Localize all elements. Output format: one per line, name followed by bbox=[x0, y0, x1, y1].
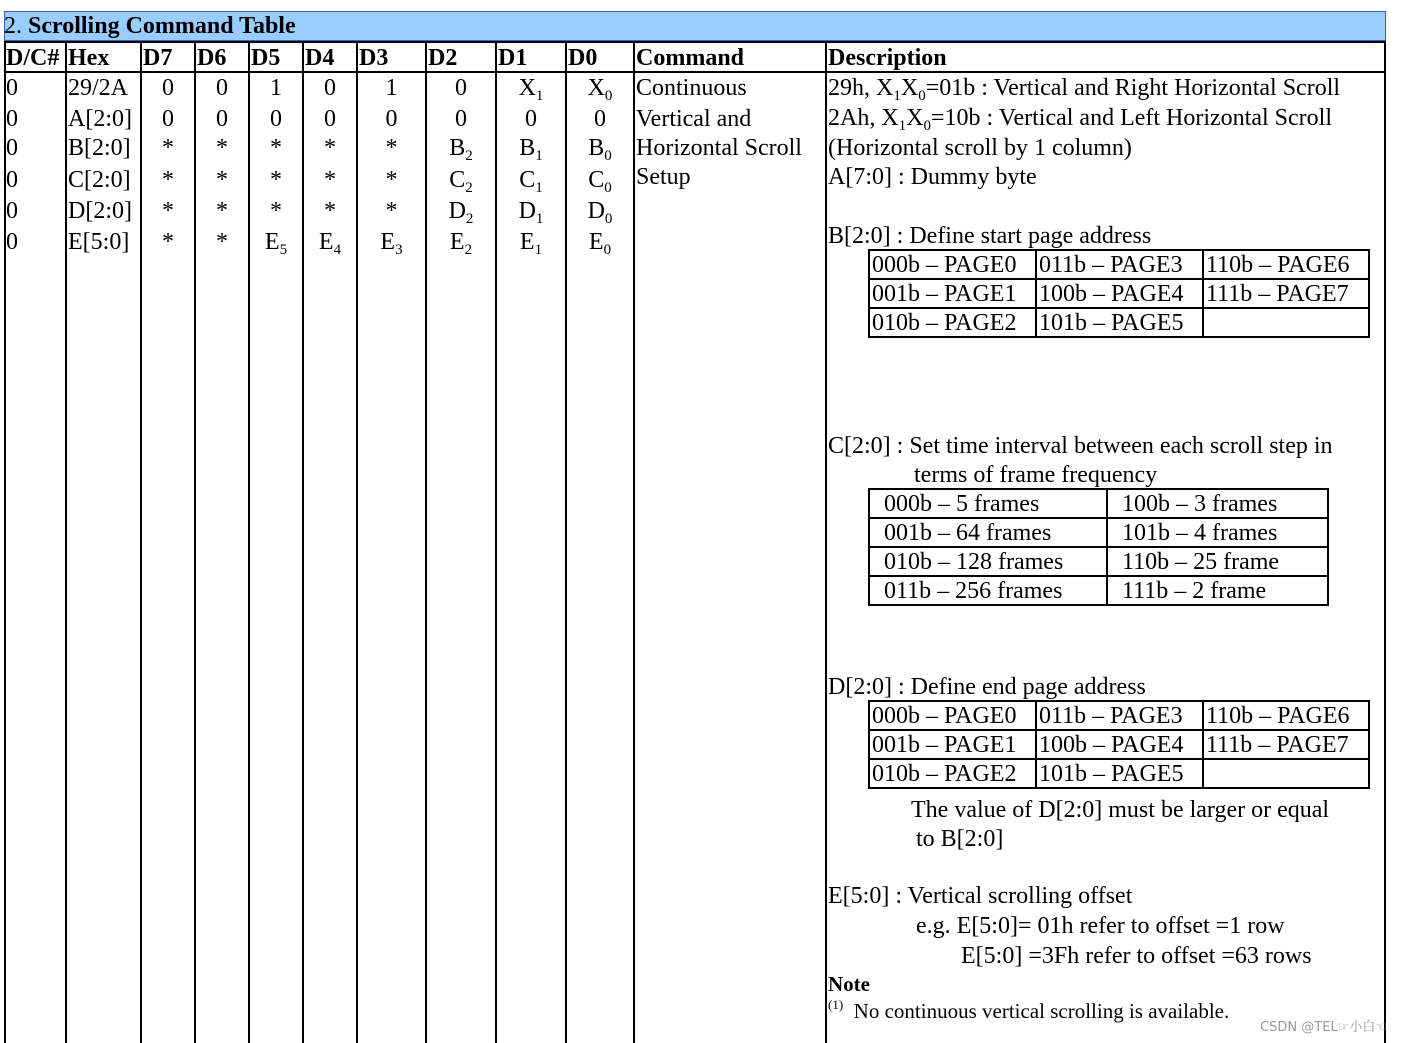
cell-d0: $B_0$ bbox=[588, 135, 612, 164]
table-cell: 110b – PAGE6 bbox=[1203, 701, 1369, 730]
header-d5: D5 bbox=[251, 45, 281, 71]
cell-d1: 0 bbox=[525, 106, 537, 132]
header-d1: D1 bbox=[498, 45, 528, 71]
cell-d7: 0 bbox=[162, 75, 174, 101]
table-row bbox=[869, 489, 1328, 518]
table-row bbox=[869, 308, 1369, 337]
table-row bbox=[869, 576, 1328, 605]
table-cell: 101b – PAGE5 bbox=[1036, 308, 1203, 337]
cell-d7: * bbox=[162, 167, 174, 193]
cell-d1: $D_1$ bbox=[518, 198, 544, 227]
cell-d7: 0 bbox=[162, 106, 174, 132]
command-line: Continuous bbox=[636, 75, 747, 101]
table-row bbox=[869, 518, 1328, 547]
cell-d6: * bbox=[216, 167, 228, 193]
desc-c-heading-continued: terms of frame frequency bbox=[914, 462, 1158, 488]
cell-d7: * bbox=[162, 135, 174, 161]
cell-d2: $B_2$ bbox=[449, 135, 473, 164]
cell-dc: 0 bbox=[6, 75, 18, 101]
watermark: CSDN @TEL☞小白☜ bbox=[1260, 1020, 1387, 1035]
table-cell: 011b – 256 frames bbox=[869, 576, 1107, 605]
start-page-table bbox=[868, 249, 1370, 338]
cell-hex: E[5:0] bbox=[68, 229, 130, 255]
cell-d5: * bbox=[270, 167, 282, 193]
divider-right bbox=[1384, 41, 1386, 1043]
table-cell: 101b – PAGE5 bbox=[1036, 759, 1203, 788]
cell-d0: $X_0$ bbox=[587, 75, 613, 104]
cell-d2: $E_2$ bbox=[449, 229, 473, 258]
desc-b-heading: B[2:0] : Define start page address bbox=[828, 223, 1152, 249]
cell-d3: $E_3$ bbox=[380, 229, 403, 258]
header-description: Description bbox=[828, 45, 947, 71]
table-cell: 011b – PAGE3 bbox=[1036, 250, 1203, 279]
table-cell: 001b – PAGE1 bbox=[869, 279, 1036, 308]
desc-left-scroll: 2Ah, $X_1X_0=10b$ : Vertical and Left Horizontal Scroll bbox=[828, 105, 1332, 134]
header-d2: D2 bbox=[428, 45, 458, 71]
cell-hex: D[2:0] bbox=[68, 198, 132, 224]
table-cell: 110b – 25 frame bbox=[1107, 547, 1328, 576]
cell-d5: $E_5$ bbox=[264, 229, 288, 258]
cell-d1: $C_1$ bbox=[519, 167, 543, 196]
cell-d3: * bbox=[385, 135, 398, 161]
cell-hex: B[2:0] bbox=[68, 135, 131, 161]
cell-dc: 0 bbox=[6, 135, 18, 161]
desc-e-example-2: E[5:0] =3Fh refer to offset =63 rows bbox=[961, 943, 1312, 969]
header-bottom-rule bbox=[4, 71, 1386, 73]
header-d0: D0 bbox=[568, 45, 598, 71]
cell-dc: 0 bbox=[6, 229, 18, 255]
cell-d6: * bbox=[216, 135, 228, 161]
table-cell: 111b – PAGE7 bbox=[1203, 279, 1369, 308]
table-cell: 101b – 4 frames bbox=[1107, 518, 1328, 547]
cell-d7: * bbox=[162, 198, 174, 224]
cell-d5: * bbox=[270, 198, 282, 224]
cell-d7: * bbox=[162, 229, 174, 255]
table-row bbox=[869, 250, 1369, 279]
cell-dc: 0 bbox=[6, 198, 18, 224]
table-row bbox=[869, 279, 1369, 308]
table-row bbox=[869, 730, 1369, 759]
end-page-table bbox=[868, 700, 1370, 789]
cell-d0: 0 bbox=[594, 106, 606, 132]
table-cell: 100b – 3 frames bbox=[1107, 489, 1328, 518]
divider-d0-command bbox=[633, 41, 635, 1043]
cell-d0: $E_0$ bbox=[588, 229, 612, 258]
cell-d5: * bbox=[270, 135, 282, 161]
table-cell: 111b – PAGE7 bbox=[1203, 730, 1369, 759]
desc-horizontal-note: (Horizontal scroll by 1 column) bbox=[828, 135, 1132, 161]
table-cell: 001b – PAGE1 bbox=[869, 730, 1036, 759]
header-command: Command bbox=[636, 45, 745, 71]
header-rule bbox=[4, 41, 1386, 43]
frame-interval-table bbox=[868, 488, 1329, 606]
table-cell: 010b – PAGE2 bbox=[869, 308, 1036, 337]
header-d4: D4 bbox=[305, 45, 335, 71]
table-cell: 000b – PAGE0 bbox=[869, 250, 1036, 279]
divider-command-description bbox=[825, 41, 827, 1043]
command-line: Setup bbox=[636, 164, 691, 190]
command-line: Horizontal Scroll bbox=[636, 135, 802, 161]
desc-d-constraint: The value of D[2:0] must be larger or equal bbox=[911, 797, 1330, 823]
cell-d0: $D_0$ bbox=[587, 198, 613, 227]
table-cell: 100b – PAGE4 bbox=[1036, 730, 1203, 759]
header-d6: D6 bbox=[197, 45, 227, 71]
cell-d6: * bbox=[216, 198, 228, 224]
table-row bbox=[869, 701, 1369, 730]
table-cell: 010b – 128 frames bbox=[869, 547, 1107, 576]
table-cell bbox=[1203, 759, 1369, 788]
cell-d1: $E_1$ bbox=[519, 229, 543, 258]
cell-d2: $D_2$ bbox=[448, 198, 474, 227]
table-cell: 110b – PAGE6 bbox=[1203, 250, 1369, 279]
table-row bbox=[869, 759, 1369, 788]
cell-d0: $C_0$ bbox=[588, 167, 612, 196]
cell-d1: $X_1$ bbox=[518, 75, 544, 104]
cell-d3: * bbox=[385, 167, 398, 193]
desc-right-scroll: 29h, $X_1X_0=01b$ : Vertical and Right Horizontal Scroll bbox=[828, 75, 1341, 104]
note-text: $^{(1)}$ No continuous vertical scrolling is available. bbox=[828, 997, 1230, 1023]
cell-d4: * bbox=[324, 135, 336, 161]
cell-d3: * bbox=[385, 198, 398, 224]
section-title: 2. Scrolling Command Table bbox=[4, 13, 296, 39]
table-cell bbox=[1203, 308, 1369, 337]
cell-dc: 0 bbox=[6, 167, 18, 193]
table-cell: 111b – 2 frame bbox=[1107, 576, 1328, 605]
table-cell: 010b – PAGE2 bbox=[869, 759, 1036, 788]
desc-d-heading: D[2:0] : Define end page address bbox=[828, 674, 1146, 700]
cell-hex: 29/2A bbox=[68, 75, 128, 101]
cell-d4: 0 bbox=[324, 106, 336, 132]
cell-d4: 0 bbox=[324, 75, 336, 101]
header-hex: Hex bbox=[68, 45, 110, 71]
desc-d-constraint-continued: to B[2:0] bbox=[916, 826, 1004, 852]
desc-e-heading: E[5:0] : Vertical scrolling offset bbox=[828, 883, 1133, 909]
desc-dummy-byte: A[7:0] : Dummy byte bbox=[828, 164, 1037, 190]
cell-hex: A[2:0] bbox=[68, 106, 132, 132]
table-cell: 100b – PAGE4 bbox=[1036, 279, 1203, 308]
header-d3: D3 bbox=[359, 45, 389, 71]
table-cell: 000b – PAGE0 bbox=[869, 701, 1036, 730]
note-label: Note bbox=[828, 972, 870, 996]
table-row bbox=[869, 547, 1328, 576]
cell-hex: C[2:0] bbox=[68, 167, 131, 193]
divider-dc-hex bbox=[65, 41, 67, 1043]
cell-d1: $B_1$ bbox=[519, 135, 543, 164]
table-cell: 011b – PAGE3 bbox=[1036, 701, 1203, 730]
cell-d3: 1 bbox=[385, 75, 398, 101]
cell-d6: 0 bbox=[216, 106, 228, 132]
cell-d2: 0 bbox=[455, 75, 467, 101]
cell-d2: $C_2$ bbox=[449, 167, 473, 196]
table-cell: 000b – 5 frames bbox=[869, 489, 1107, 518]
cell-dc: 0 bbox=[6, 106, 18, 132]
desc-c-heading: C[2:0] : Set time interval between each scroll step in bbox=[828, 433, 1333, 459]
header-d7: D7 bbox=[143, 45, 173, 71]
cell-d5: 1 bbox=[270, 75, 282, 101]
table-cell: 001b – 64 frames bbox=[869, 518, 1107, 547]
cell-d3: 0 bbox=[385, 106, 398, 132]
cell-d4: $E_4$ bbox=[318, 229, 342, 258]
header-dc: D/C# bbox=[6, 45, 60, 71]
cell-d6: 0 bbox=[216, 75, 228, 101]
cell-d4: * bbox=[324, 167, 336, 193]
desc-e-example-1: e.g. E[5:0]= 01h refer to offset =1 row bbox=[916, 913, 1285, 939]
cell-d4: * bbox=[324, 198, 336, 224]
cell-d5: 0 bbox=[270, 106, 282, 132]
cell-d2: 0 bbox=[455, 106, 467, 132]
cell-d6: * bbox=[216, 229, 228, 255]
command-line: Vertical and bbox=[636, 106, 752, 132]
